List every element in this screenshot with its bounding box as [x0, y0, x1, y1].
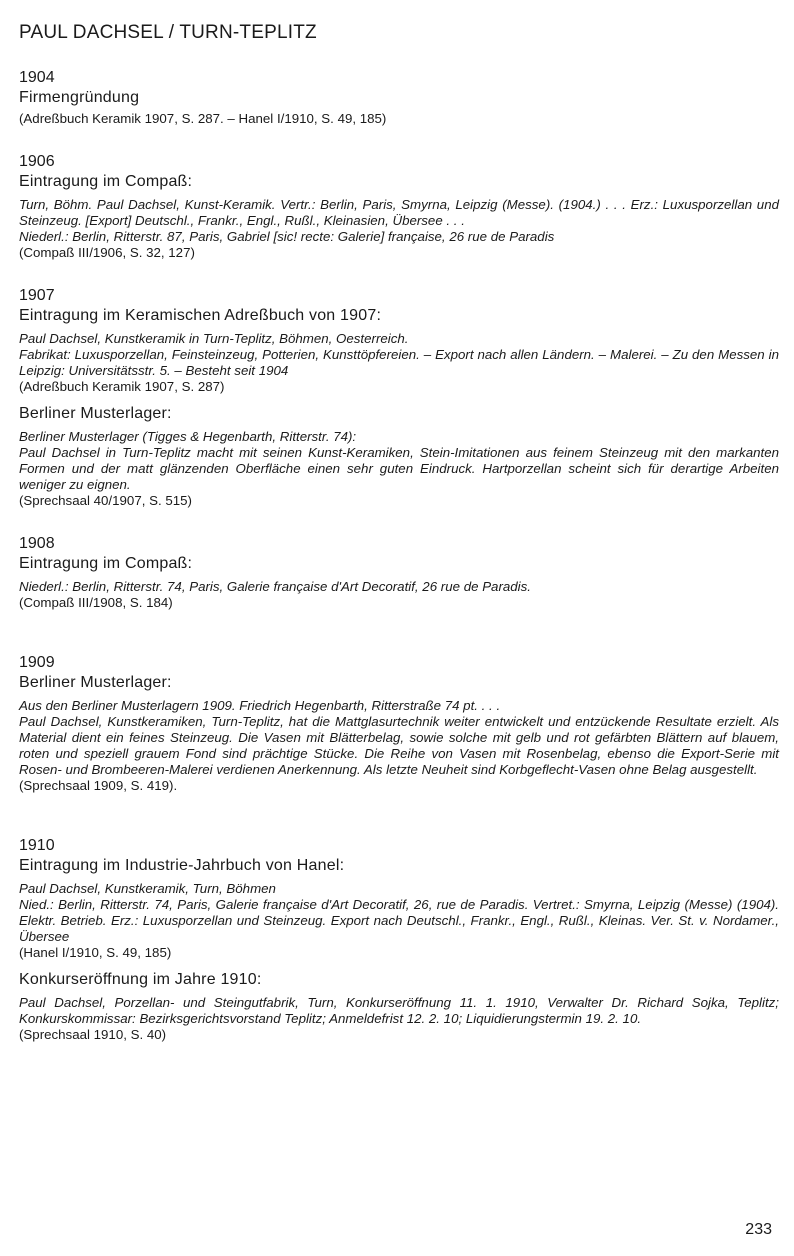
section-heading: Eintragung im Keramischen Adreßbuch von 1907:: [19, 307, 382, 324]
quote-paragraph: Paul Dachsel in Turn-Teplitz macht mit seinen Kunst-Keramiken, Stein-Imitationen aus feinem Steinzeug mit den markanten Formen und der matt glänzenden Oberfläche einen sehr guten Eindruck. Hartporzellan scheint sich für derartige Arbeiten weniger zu eignen.: [19, 445, 779, 492]
quote-paragraph: Fabrikat: Luxusporzellan, Feinsteinzeug, Potterien, Kunsttöpfereien. – Export nach allen Ländern. – Malerei. – Zu den Messen in Leipzig: Universitätsstr. 5. – Besteht seit 1904: [19, 347, 779, 378]
source-reference: (Hanel I/1910, S. 49, 185): [19, 945, 172, 960]
quoted-entry: [19, 197, 779, 245]
quote-paragraph: Paul Dachsel, Kunstkeramik in Turn-Teplitz, Böhmen, Oesterreich.: [19, 331, 409, 346]
source-reference: (Sprechsaal 1910, S. 40): [19, 1027, 167, 1042]
quoted-entry: [19, 331, 779, 379]
section-year: 1909: [19, 654, 55, 671]
section-1910: [19, 836, 779, 1043]
quote-paragraph: Niederl.: Berlin, Ritterstr. 87, Paris, Gabriel [sic! recte: Galerie] française, 26 rue de Paradis: [19, 229, 555, 244]
section-heading: Eintragung im Industrie-Jahrbuch von Hanel:: [19, 857, 345, 874]
quote-paragraph: Nied.: Berlin, Ritterstr. 74, Paris, Galerie française d'Art Decoratif, 26, rue de Paradis. Vertret.: Smyrna, Leipzig (Messe) (1904). Elektr. Betrieb. Erz.: Luxusporzellan und Steinzeug. Export nach Deutschl., Frankr., Engl., Rußl., Kleinas. Ver. St. v. Nordamer., Übersee: [19, 897, 779, 944]
section-1906: [19, 152, 779, 261]
section-year: 1906: [19, 153, 55, 170]
quote-paragraph: Niederl.: Berlin, Ritterstr. 74, Paris, Galerie française d'Art Decoratif, 26 rue de Paradis.: [19, 579, 531, 594]
source-reference: (Adreßbuch Keramik 1907, S. 287): [19, 379, 225, 394]
section-heading: Firmengründung: [19, 89, 140, 106]
section-year: 1904: [19, 69, 55, 86]
section-year: 1907: [19, 287, 55, 304]
quoted-entry: [19, 579, 779, 595]
quote-paragraph: Paul Dachsel, Kunstkeramiken, Turn-Teplitz, hat die Mattglasurtechnik weiter entwickelt und entzückende Resultate erzielt. Als Material dient ein feines Steinzeug. Die Vasen mit Blätterbelag, sowie solche mit gelb und rot gefärbten Blättern auf blauem, roten und speziell grauem Fond sind prächtige Stücke. Die Reihe von Vasen mit Rosenbelag, ebenso die Export-Serie mit Rosen- und Brombeeren-Malerei verdienen Anerkennung. Als letzte Neuheit sind Korbgeflecht-Vasen ohne Belag ausgestellt.: [19, 714, 779, 777]
section-1907: [19, 286, 779, 509]
quoted-entry: [19, 429, 779, 493]
source-reference: (Compaß III/1908, S. 184): [19, 595, 173, 610]
section-1908: [19, 534, 779, 611]
quote-paragraph: Paul Dachsel, Kunstkeramik, Turn, Böhmen: [19, 881, 276, 896]
quoted-entry: [19, 995, 779, 1027]
page-title: PAUL DACHSEL / TURN-TEPLITZ: [19, 22, 317, 43]
quote-paragraph: Berliner Musterlager (Tigges & Hegenbarth, Ritterstr. 74):: [19, 429, 357, 444]
page-number: 233: [745, 1221, 772, 1238]
section-heading: Berliner Musterlager:: [19, 674, 172, 691]
section-heading: Eintragung im Compaß:: [19, 173, 193, 190]
quote-paragraph: Paul Dachsel, Porzellan- und Steingutfabrik, Turn, Konkurseröffnung 11. 1. 1910, Verwalter Dr. Richard Sojka, Teplitz; Konkurskommissar: Bezirksgerichtsvorstand Teplitz; Anmeldefrist 12. 2. 10; Liquidierungstermin 19. 2. 10.: [19, 995, 779, 1026]
section-year: 1908: [19, 535, 55, 552]
section-year: 1910: [19, 837, 55, 854]
section-1909: [19, 653, 779, 794]
section-heading: Eintragung im Compaß:: [19, 555, 193, 572]
source-reference: (Adreßbuch Keramik 1907, S. 287. – Hanel I/1910, S. 49, 185): [19, 111, 387, 126]
quote-paragraph: Turn, Böhm. Paul Dachsel, Kunst-Keramik. Vertr.: Berlin, Paris, Smyrna, Leipzig (Messe). (1904.) . . . Erz.: Luxusporzellan und Steinzeug. [Export] Deutschl., Frankr., Engl., Rußl., Kleinasien, Übersee . . .: [19, 197, 779, 228]
section-subheading: Konkurseröffnung im Jahre 1910:: [19, 971, 262, 988]
document-page: [19, 22, 779, 1068]
quoted-entry: [19, 698, 779, 778]
source-reference: (Compaß III/1906, S. 32, 127): [19, 245, 195, 260]
quote-paragraph: Aus den Berliner Musterlagern 1909. Friedrich Hegenbarth, Ritterstraße 74 pt. . . .: [19, 698, 501, 713]
section-subheading: Berliner Musterlager:: [19, 405, 172, 422]
source-reference: (Sprechsaal 40/1907, S. 515): [19, 493, 192, 508]
quoted-entry: [19, 881, 779, 945]
section-1904: [19, 68, 779, 127]
source-reference: (Sprechsaal 1909, S. 419).: [19, 778, 178, 793]
